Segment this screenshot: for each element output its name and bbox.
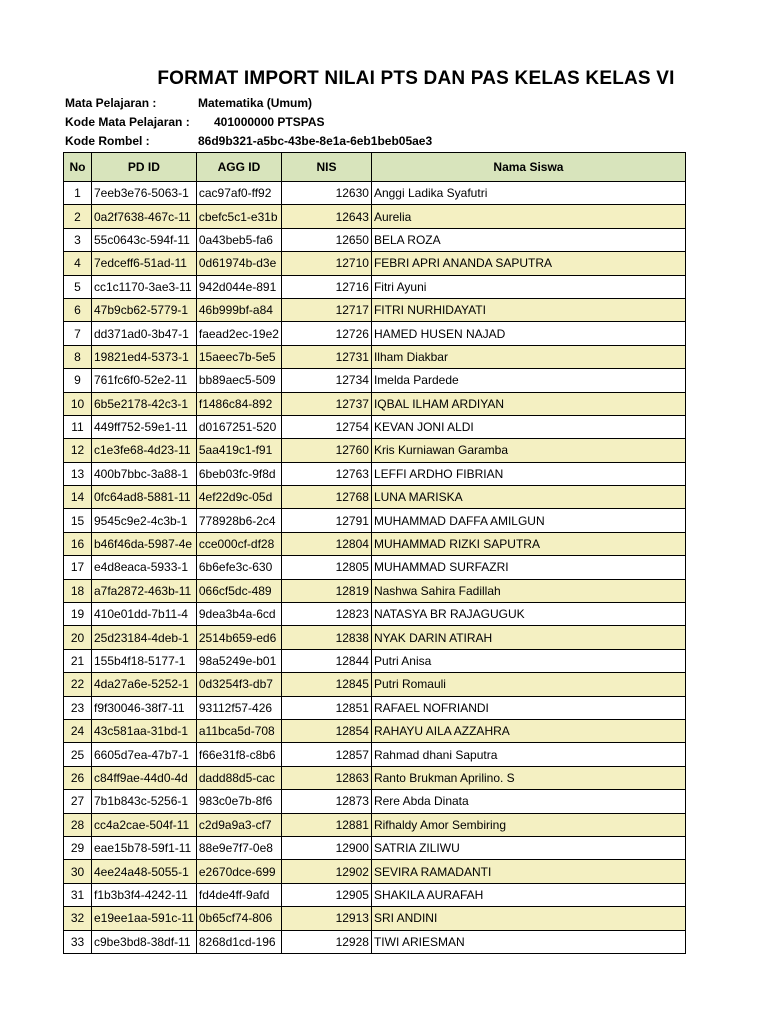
table-row <box>64 392 686 415</box>
cell-no: 2 <box>64 205 92 228</box>
cell-pd-id: cc4a2cae-504f-11 <box>92 813 197 836</box>
cell-no: 30 <box>64 860 92 883</box>
meta-label: Kode Mata Pelajaran : <box>65 115 190 129</box>
cell-nis: 12823 <box>281 603 371 626</box>
cell-pd-id: 43c581aa-31bd-1 <box>92 719 197 742</box>
cell-no: 28 <box>64 813 92 836</box>
cell-agg-id: 4ef22d9c-05d <box>196 486 281 509</box>
cell-no: 32 <box>64 907 92 930</box>
cell-agg-id: 942d044e-891 <box>196 275 281 298</box>
cell-nama-siswa: HAMED HUSEN NAJAD <box>371 322 685 345</box>
cell-nis: 12760 <box>281 439 371 462</box>
cell-pd-id: 0fc64ad8-5881-11 <box>92 486 197 509</box>
cell-no: 21 <box>64 649 92 672</box>
meta-kode-mata-pelajaran <box>65 115 325 129</box>
table-row <box>64 813 686 836</box>
cell-pd-id: 47b9cb62-5779-1 <box>92 298 197 321</box>
table-row <box>64 649 686 672</box>
cell-nis: 12804 <box>281 532 371 555</box>
cell-agg-id: 46b999bf-a84 <box>196 298 281 321</box>
cell-no: 27 <box>64 790 92 813</box>
cell-nama-siswa: RAFAEL NOFRIANDI <box>371 696 685 719</box>
table-row <box>64 298 686 321</box>
cell-pd-id: 7eeb3e76-5063-1 <box>92 182 197 205</box>
cell-agg-id: 9dea3b4a-6cd <box>196 603 281 626</box>
cell-nis: 12844 <box>281 649 371 672</box>
cell-pd-id: eae15b78-59f1-11 <box>92 836 197 859</box>
cell-nama-siswa: Fitri Ayuni <box>371 275 685 298</box>
cell-agg-id: 98a5249e-b01 <box>196 649 281 672</box>
cell-nis: 12873 <box>281 790 371 813</box>
cell-no: 6 <box>64 298 92 321</box>
cell-agg-id: 778928b6-2c4 <box>196 509 281 532</box>
table-row <box>64 415 686 438</box>
cell-nis: 12913 <box>281 907 371 930</box>
cell-nis: 12754 <box>281 415 371 438</box>
cell-nama-siswa: Putri Romauli <box>371 673 685 696</box>
header-pd-id: PD ID <box>92 153 197 182</box>
cell-agg-id: 066cf5dc-489 <box>196 579 281 602</box>
cell-pd-id: 6b5e2178-42c3-1 <box>92 392 197 415</box>
cell-nama-siswa: RAHAYU AILA AZZAHRA <box>371 719 685 742</box>
table-row <box>64 883 686 906</box>
cell-pd-id: 400b7bbc-3a88-1 <box>92 462 197 485</box>
table-row <box>64 743 686 766</box>
cell-nis: 12928 <box>281 930 371 953</box>
cell-nama-siswa: Aurelia <box>371 205 685 228</box>
table-row <box>64 532 686 555</box>
cell-pd-id: f1b3b3f4-4242-11 <box>92 883 197 906</box>
cell-agg-id: bb89aec5-509 <box>196 369 281 392</box>
table-header-row <box>64 153 686 182</box>
cell-nama-siswa: BELA ROZA <box>371 228 685 251</box>
cell-pd-id: 761fc6f0-52e2-11 <box>92 369 197 392</box>
cell-nis: 12851 <box>281 696 371 719</box>
cell-pd-id: 7edceff6-51ad-11 <box>92 252 197 275</box>
cell-nis: 12630 <box>281 182 371 205</box>
cell-nis: 12643 <box>281 205 371 228</box>
cell-nis: 12905 <box>281 883 371 906</box>
cell-pd-id: 9545c9e2-4c3b-1 <box>92 509 197 532</box>
cell-agg-id: 0b65cf74-806 <box>196 907 281 930</box>
table-row <box>64 275 686 298</box>
cell-nis: 12763 <box>281 462 371 485</box>
cell-nis: 12726 <box>281 322 371 345</box>
cell-nis: 12845 <box>281 673 371 696</box>
meta-kode-rombel <box>65 134 432 148</box>
cell-no: 16 <box>64 532 92 555</box>
cell-no: 23 <box>64 696 92 719</box>
cell-agg-id: 2514b659-ed6 <box>196 626 281 649</box>
cell-agg-id: 15aeec7b-5e5 <box>196 345 281 368</box>
cell-agg-id: 0a43beb5-fa6 <box>196 228 281 251</box>
table-row <box>64 182 686 205</box>
table-row <box>64 322 686 345</box>
table-row <box>64 603 686 626</box>
table-row <box>64 907 686 930</box>
cell-nis: 12900 <box>281 836 371 859</box>
table-row <box>64 836 686 859</box>
cell-no: 33 <box>64 930 92 953</box>
cell-agg-id: a11bca5d-708 <box>196 719 281 742</box>
cell-agg-id: faead2ec-19e2 <box>196 322 281 345</box>
cell-nama-siswa: LEFFI ARDHO FIBRIAN <box>371 462 685 485</box>
table-row <box>64 509 686 532</box>
cell-pd-id: 55c0643c-594f-11 <box>92 228 197 251</box>
table-row <box>64 369 686 392</box>
cell-nis: 12650 <box>281 228 371 251</box>
cell-nis: 12863 <box>281 766 371 789</box>
cell-nis: 12857 <box>281 743 371 766</box>
cell-nama-siswa: KEVAN JONI ALDI <box>371 415 685 438</box>
cell-agg-id: c2d9a9a3-cf7 <box>196 813 281 836</box>
cell-agg-id: 5aa419c1-f91 <box>196 439 281 462</box>
cell-no: 10 <box>64 392 92 415</box>
cell-no: 8 <box>64 345 92 368</box>
cell-pd-id: 7b1b843c-5256-1 <box>92 790 197 813</box>
cell-agg-id: 983c0e7b-8f6 <box>196 790 281 813</box>
cell-no: 17 <box>64 556 92 579</box>
cell-pd-id: 4ee24a48-5055-1 <box>92 860 197 883</box>
cell-nama-siswa: Nashwa Sahira Fadillah <box>371 579 685 602</box>
table-row <box>64 486 686 509</box>
cell-pd-id: 19821ed4-5373-1 <box>92 345 197 368</box>
cell-agg-id: 93112f57-426 <box>196 696 281 719</box>
cell-no: 31 <box>64 883 92 906</box>
cell-nis: 12717 <box>281 298 371 321</box>
table-row <box>64 462 686 485</box>
cell-agg-id: fd4de4ff-9afd <box>196 883 281 906</box>
cell-nama-siswa: SRI ANDINI <box>371 907 685 930</box>
table-row <box>64 556 686 579</box>
student-table <box>63 152 686 954</box>
meta-label: Mata Pelajaran : <box>65 96 157 110</box>
cell-nis: 12902 <box>281 860 371 883</box>
table-row <box>64 766 686 789</box>
table-row <box>64 696 686 719</box>
cell-nama-siswa: Rifhaldy Amor Sembiring <box>371 813 685 836</box>
page-title: FORMAT IMPORT NILAI PTS DAN PAS KELAS KELAS VI <box>157 68 675 89</box>
cell-agg-id: 8268d1cd-196 <box>196 930 281 953</box>
cell-agg-id: dadd88d5-cac <box>196 766 281 789</box>
table-row <box>64 860 686 883</box>
cell-nama-siswa: Putri Anisa <box>371 649 685 672</box>
cell-pd-id: 155b4f18-5177-1 <box>92 649 197 672</box>
header-nis: NIS <box>281 153 371 182</box>
cell-no: 7 <box>64 322 92 345</box>
cell-pd-id: 0a2f7638-467c-11 <box>92 205 197 228</box>
cell-nama-siswa: NATASYA BR RAJAGUGUK <box>371 603 685 626</box>
cell-agg-id: 0d3254f3-db7 <box>196 673 281 696</box>
table-row <box>64 790 686 813</box>
cell-nis: 12737 <box>281 392 371 415</box>
cell-no: 1 <box>64 182 92 205</box>
cell-nis: 12731 <box>281 345 371 368</box>
cell-pd-id: e19ee1aa-591c-11 <box>92 907 197 930</box>
meta-value: 401000000 PTSPAS <box>214 115 325 129</box>
cell-nis: 12716 <box>281 275 371 298</box>
cell-nama-siswa: TIWI ARIESMAN <box>371 930 685 953</box>
cell-pd-id: 6605d7ea-47b7-1 <box>92 743 197 766</box>
cell-nis: 12819 <box>281 579 371 602</box>
cell-no: 25 <box>64 743 92 766</box>
cell-nama-siswa: NYAK DARIN ATIRAH <box>371 626 685 649</box>
cell-nis: 12768 <box>281 486 371 509</box>
cell-nis: 12881 <box>281 813 371 836</box>
cell-no: 24 <box>64 719 92 742</box>
cell-pd-id: f9f30046-38f7-11 <box>92 696 197 719</box>
cell-no: 9 <box>64 369 92 392</box>
cell-nama-siswa: IQBAL ILHAM ARDIYAN <box>371 392 685 415</box>
cell-agg-id: 0d61974b-d3e <box>196 252 281 275</box>
table-row <box>64 228 686 251</box>
table-row <box>64 719 686 742</box>
cell-pd-id: a7fa2872-463b-11 <box>92 579 197 602</box>
cell-nama-siswa: Kris Kurniawan Garamba <box>371 439 685 462</box>
cell-nis: 12791 <box>281 509 371 532</box>
cell-no: 22 <box>64 673 92 696</box>
cell-no: 14 <box>64 486 92 509</box>
cell-pd-id: b46f46da-5987-4e <box>92 532 197 555</box>
meta-value: 86d9b321-a5bc-43be-8e1a-6eb1beb05ae3 <box>198 134 433 148</box>
table-row <box>64 930 686 953</box>
cell-no: 29 <box>64 836 92 859</box>
cell-pd-id: 410e01dd-7b11-4 <box>92 603 197 626</box>
cell-agg-id: cbefc5c1-e31b <box>196 205 281 228</box>
cell-pd-id: cc1c1170-3ae3-11 <box>92 275 197 298</box>
cell-pd-id: c84ff9ae-44d0-4d <box>92 766 197 789</box>
cell-no: 5 <box>64 275 92 298</box>
cell-no: 11 <box>64 415 92 438</box>
cell-nama-siswa: SHAKILA AURAFAH <box>371 883 685 906</box>
meta-value: Matematika (Umum) <box>198 96 313 110</box>
cell-nis: 12734 <box>281 369 371 392</box>
cell-agg-id: 88e9e7f7-0e8 <box>196 836 281 859</box>
header-agg-id: AGG ID <box>196 153 281 182</box>
header-nama-siswa: Nama Siswa <box>371 153 685 182</box>
cell-no: 26 <box>64 766 92 789</box>
cell-nama-siswa: MUHAMMAD SURFAZRI <box>371 556 685 579</box>
cell-nama-siswa: LUNA MARISKA <box>371 486 685 509</box>
cell-agg-id: f66e31f8-c8b6 <box>196 743 281 766</box>
cell-nis: 12854 <box>281 719 371 742</box>
cell-no: 20 <box>64 626 92 649</box>
cell-no: 19 <box>64 603 92 626</box>
cell-nama-siswa: Rahmad dhani Saputra <box>371 743 685 766</box>
cell-no: 13 <box>64 462 92 485</box>
cell-nis: 12838 <box>281 626 371 649</box>
cell-no: 3 <box>64 228 92 251</box>
table-row <box>64 673 686 696</box>
table-row <box>64 626 686 649</box>
cell-nis: 12710 <box>281 252 371 275</box>
cell-agg-id: cac97af0-ff92 <box>196 182 281 205</box>
cell-agg-id: f1486c84-892 <box>196 392 281 415</box>
cell-nama-siswa: Anggi Ladika Syafutri <box>371 182 685 205</box>
cell-agg-id: d0167251-520 <box>196 415 281 438</box>
table-row <box>64 205 686 228</box>
cell-no: 4 <box>64 252 92 275</box>
cell-nama-siswa: Ilham Diakbar <box>371 345 685 368</box>
cell-nama-siswa: Imelda Pardede <box>371 369 685 392</box>
cell-nama-siswa: Rere Abda Dinata <box>371 790 685 813</box>
table-row <box>64 439 686 462</box>
cell-pd-id: e4d8eaca-5933-1 <box>92 556 197 579</box>
meta-label: Kode Rombel : <box>65 134 150 148</box>
table-row <box>64 345 686 368</box>
cell-nama-siswa: SEVIRA RAMADANTI <box>371 860 685 883</box>
table-row <box>64 579 686 602</box>
cell-agg-id: 6beb03fc-9f8d <box>196 462 281 485</box>
cell-pd-id: c1e3fe68-4d23-11 <box>92 439 197 462</box>
cell-nama-siswa: Ranto Brukman Aprilino. S <box>371 766 685 789</box>
cell-agg-id: 6b6efe3c-630 <box>196 556 281 579</box>
table-row <box>64 252 686 275</box>
cell-pd-id: 449ff752-59e1-11 <box>92 415 197 438</box>
cell-nis: 12805 <box>281 556 371 579</box>
cell-pd-id: dd371ad0-3b47-1 <box>92 322 197 345</box>
cell-pd-id: 25d23184-4deb-1 <box>92 626 197 649</box>
cell-agg-id: cce000cf-df28 <box>196 532 281 555</box>
cell-pd-id: c9be3bd8-38df-11 <box>92 930 197 953</box>
cell-nama-siswa: MUHAMMAD RIZKI SAPUTRA <box>371 532 685 555</box>
cell-nama-siswa: SATRIA ZILIWU <box>371 836 685 859</box>
cell-no: 12 <box>64 439 92 462</box>
cell-nama-siswa: FEBRI APRI ANANDA SAPUTRA <box>371 252 685 275</box>
cell-pd-id: 4da27a6e-5252-1 <box>92 673 197 696</box>
cell-agg-id: e2670dce-699 <box>196 860 281 883</box>
cell-no: 15 <box>64 509 92 532</box>
meta-mata-pelajaran <box>65 96 312 110</box>
cell-no: 18 <box>64 579 92 602</box>
cell-nama-siswa: MUHAMMAD DAFFA AMILGUN <box>371 509 685 532</box>
header-no: No <box>64 153 92 182</box>
cell-nama-siswa: FITRI NURHIDAYATI <box>371 298 685 321</box>
